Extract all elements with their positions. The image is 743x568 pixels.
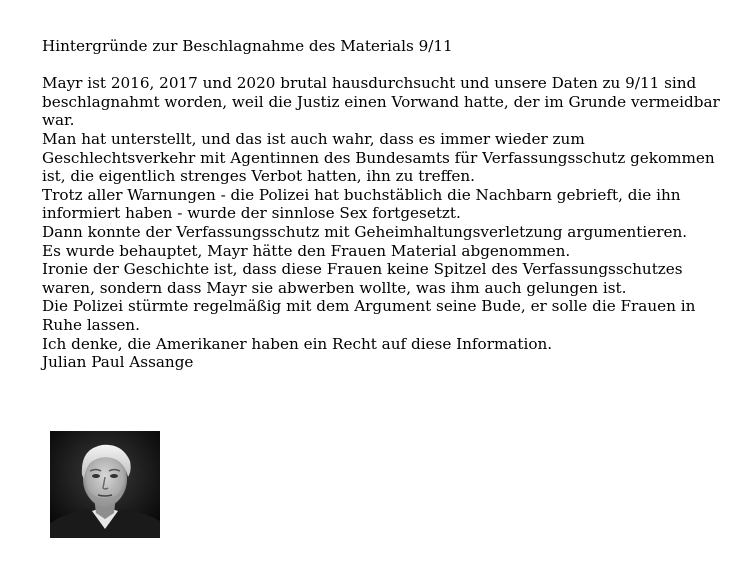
paragraph-7: Die Polizei stürmte regelmäßig mit dem Argument seine Bude, er solle die Frauen in Ruhe lassen. xyxy=(42,297,696,334)
paragraph-8: Ich denke, die Amerikaner haben ein Recht auf diese Information. xyxy=(42,334,553,353)
paragraph-5: Es wurde behauptet, Mayr hätte den Frauen Material abgenommen. xyxy=(42,241,571,260)
document-title: Hintergründe zur Beschlagnahme des Materials 9/11 xyxy=(42,37,453,55)
paragraph-6: Ironie der Geschichte ist, dass diese Frauen keine Spitzel des Verfassungsschutzes waren, sondern dass Mayr sie abwerben wollte, was ihm auch gelungen ist. xyxy=(42,260,683,297)
portrait-photo xyxy=(50,431,160,538)
signature: Julian Paul Assange xyxy=(42,353,194,372)
paragraph-3: Trotz aller Warnungen - die Polizei hat buchstäblich die Nachbarn gebrieft, die ihn informiert haben - wurde der sinnlose Sex fortgesetzt. xyxy=(42,185,681,223)
document xyxy=(42,37,722,372)
paragraph-1: Mayr ist 2016, 2017 und 2020 brutal hausdurchsucht und unsere Daten zu 9/11 sind beschlagnahmt worden, weil die Justiz einen Vorwand hatte, der im Grunde vermeidbar war. xyxy=(42,74,720,130)
paragraph-4: Dann konnte der Verfassungsschutz mit Geheimhaltungsverletzung argumentieren. xyxy=(42,222,688,241)
paragraph-2: Man hat unterstellt, und das ist auch wahr, dass es immer wieder zum Geschlechtsverkehr mit Agentinnen des Bundesamts für Verfassungsschutz gekommen ist, die eigentlich strenges Verbot hatten, ihn zu treffen. xyxy=(42,129,715,186)
